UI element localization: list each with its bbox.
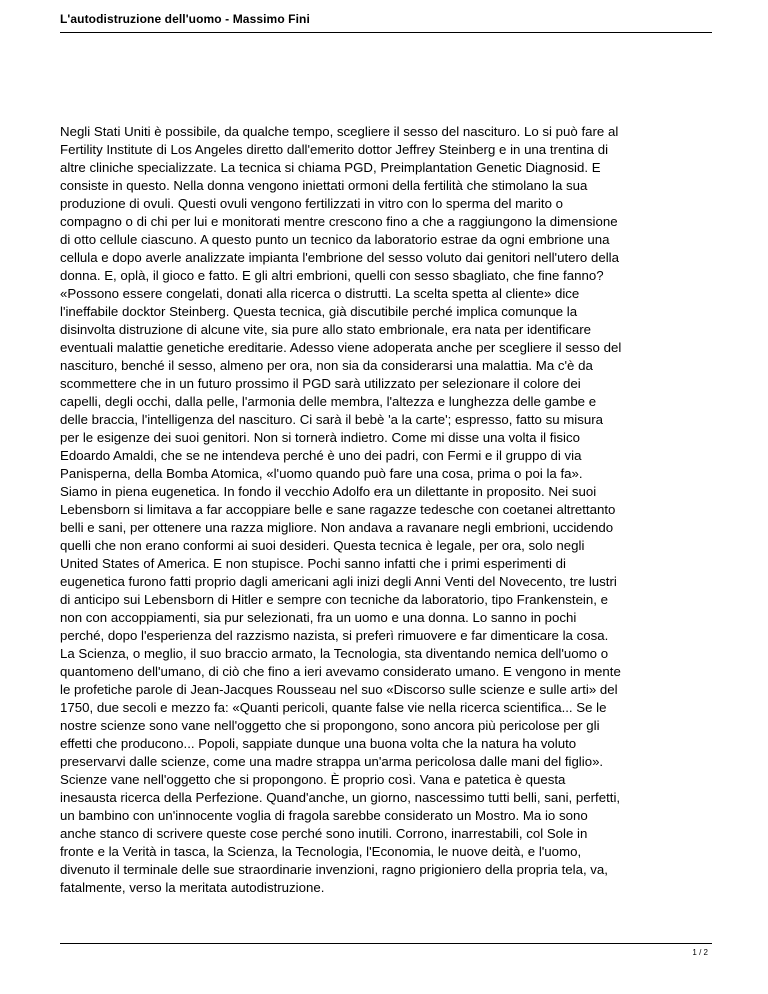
text-line: le profetiche parole di Jean-Jacques Rousseau nel suo «Discorso sulle scienze e sulle arti» del [60, 682, 618, 697]
page-header [60, 8, 712, 33]
text-line: l'ineffabile docktor Steinberg. Questa tecnica, già discutibile perché implica comunque la [60, 304, 578, 319]
text-line: scommettere che in un futuro prossimo il PGD sarà utilizzato per selezionare il colore dei [60, 376, 581, 391]
text-line: donna. E, oplà, il gioco e fatto. E gli altri embrioni, quelli con sesso sbagliato, che fine fanno? [60, 268, 604, 283]
text-line: Edoardo Amaldi, che se ne intendeva perché è uno dei padri, con Fermi e il gruppo di via [60, 448, 582, 463]
article-body [60, 123, 720, 897]
text-line: Panisperna, della Bomba Atomica, «l'uomo quando può fare una cosa, prima o poi la fa». [60, 466, 583, 481]
text-line: fatalmente, verso la meritata autodistruzione. [60, 880, 325, 895]
text-line: quelli che non erano conformi ai suoi desideri. Questa tecnica è legale, per ora, solo negli [60, 538, 585, 553]
text-line: La Scienza, o meglio, il suo braccio armato, la Tecnologia, sta diventando nemica dell'uomo o [60, 646, 609, 661]
text-line: anche stanco di scrivere queste cose perché sono inutili. Corrono, inarrestabili, col Sole in [60, 826, 588, 841]
text-line: inesausta ricerca della Perfezione. Quand'anche, un giorno, nascessimo tutti belli, sani, perfetti, [60, 790, 621, 805]
text-line: «Possono essere congelati, donati alla ricerca o distrutti. La scelta spetta al cliente» dice [60, 286, 580, 301]
text-line: Siamo in piena eugenetica. In fondo il vecchio Adolfo era un dilettante in proposito. Nei suoi [60, 484, 597, 499]
text-line: di otto cellule ciascuno. A questo punto un tecnico da laboratorio estrae da ogni embrione una [60, 232, 610, 247]
text-line: effetti che producono... Popoli, sappiate dunque una buona volta che la natura ha voluto [60, 736, 577, 751]
text-line: cellula e dopo averle analizzate impianta l'embrione del sesso voluto dai genitori nell'utero della [60, 250, 619, 265]
text-line: Lebensborn si limitava a far accoppiare belle e sane ragazze tedesche con coetanei altrettanto [60, 502, 616, 517]
text-line: Fertility Institute di Los Angeles diretto dall'emerito dottor Jeffrey Steinberg e in una trentina di [60, 142, 609, 157]
text-line: Scienze vane nell'oggetto che si propongono. È proprio così. Vana e patetica è questa [60, 772, 566, 787]
text-line: perché, dopo l'esperienza del razzismo nazista, si preferì rimuovere e far dimenticare la cosa. [60, 628, 609, 643]
text-line: belli e sani, per ottenere una razza migliore. Non andava a ravanare negli embrioni, uccidendo [60, 520, 614, 535]
page-footer [60, 943, 712, 957]
text-line: per le esigenze dei suoi genitori. Non si tornerà indietro. Come mi disse una volta il fisico [60, 430, 580, 445]
text-line: di anticipo sui Lebensborn di Hitler e sempre con tecniche da laboratorio, tipo Frankenstein, e [60, 592, 608, 607]
page-number: 1 / 2 [692, 948, 708, 957]
text-line: divenuto il terminale delle sue straordinarie invenzioni, ragno prigioniero della propria tela, va, [60, 862, 608, 877]
text-line: non con accoppiamenti, sia pur selezionati, fra un uomo e una donna. Lo sanno in pochi [60, 610, 577, 625]
text-line: compagno o di chi per lui e monitorati mentre crescono fino a che a raggiungono la dimensione [60, 214, 618, 229]
text-line: Negli Stati Uniti è possibile, da qualche tempo, scegliere il sesso del nascituro. Lo si può fare al [60, 124, 619, 139]
text-line: un bambino con un'innocente voglia di fragola sarebbe considerato un Mostro. Ma io sono [60, 808, 588, 823]
text-line: eugenetica furono fatti proprio dagli americani agli inizi degli Anni Venti del Novecento, tre lustri [60, 574, 617, 589]
text-line: disinvolta distruzione di alcune vite, sia pure allo stato embrionale, era nata per identificare [60, 322, 592, 337]
document-title: L'autodistruzione dell'uomo - Massimo Fini [60, 12, 310, 26]
text-line: preservarvi dalle scienze, come una madre strappa un'arma pericolosa dalle mani del figlio». [60, 754, 604, 769]
text-line: delle braccia, l'intelligenza del nascituro. Ci sarà il bebè 'a la carte'; espresso, fatto su misura [60, 412, 604, 427]
text-line: United States of America. E non stupisce. Pochi sanno infatti che i primi esperimenti di [60, 556, 566, 571]
text-line: consiste in questo. Nella donna vengono iniettati ormoni della fertilità che stimolano la sua [60, 178, 588, 193]
text-line: altre cliniche specializzate. La tecnica si chiama PGD, Preimplantation Genetic Diagnosid. E [60, 160, 601, 175]
text-line: fronte e la Verità in tasca, la Scienza, la Tecnologia, l'Economia, le nuove deità, e l'uomo, [60, 844, 582, 859]
text-line: 1750, due secoli e mezzo fa: «Quanti pericoli, quante false vie nella ricerca scientifica... Se le [60, 700, 607, 715]
text-line: nascituro, benché il sesso, almeno per ora, non sia da considerarsi una malattia. Ma c'è da [60, 358, 593, 373]
text-line: quantomeno dell'umano, di ciò che fino a ieri avevamo considerato umano. E vengono in mente [60, 664, 621, 679]
text-line: produzione di ovuli. Questi ovuli vengono fertilizzati in vitro con lo sperma del marito o [60, 196, 564, 211]
text-line: eventuali malattie genetiche ereditarie. Adesso viene adoperata anche per scegliere il sesso del [60, 340, 622, 355]
text-line: nostre scienze sono vane nell'oggetto che si propongono, sono ancora più pericolose per gli [60, 718, 600, 733]
text-line: capelli, degli occhi, dalla pelle, l'armonia delle membra, l'altezza e lunghezza delle gambe e [60, 394, 597, 409]
